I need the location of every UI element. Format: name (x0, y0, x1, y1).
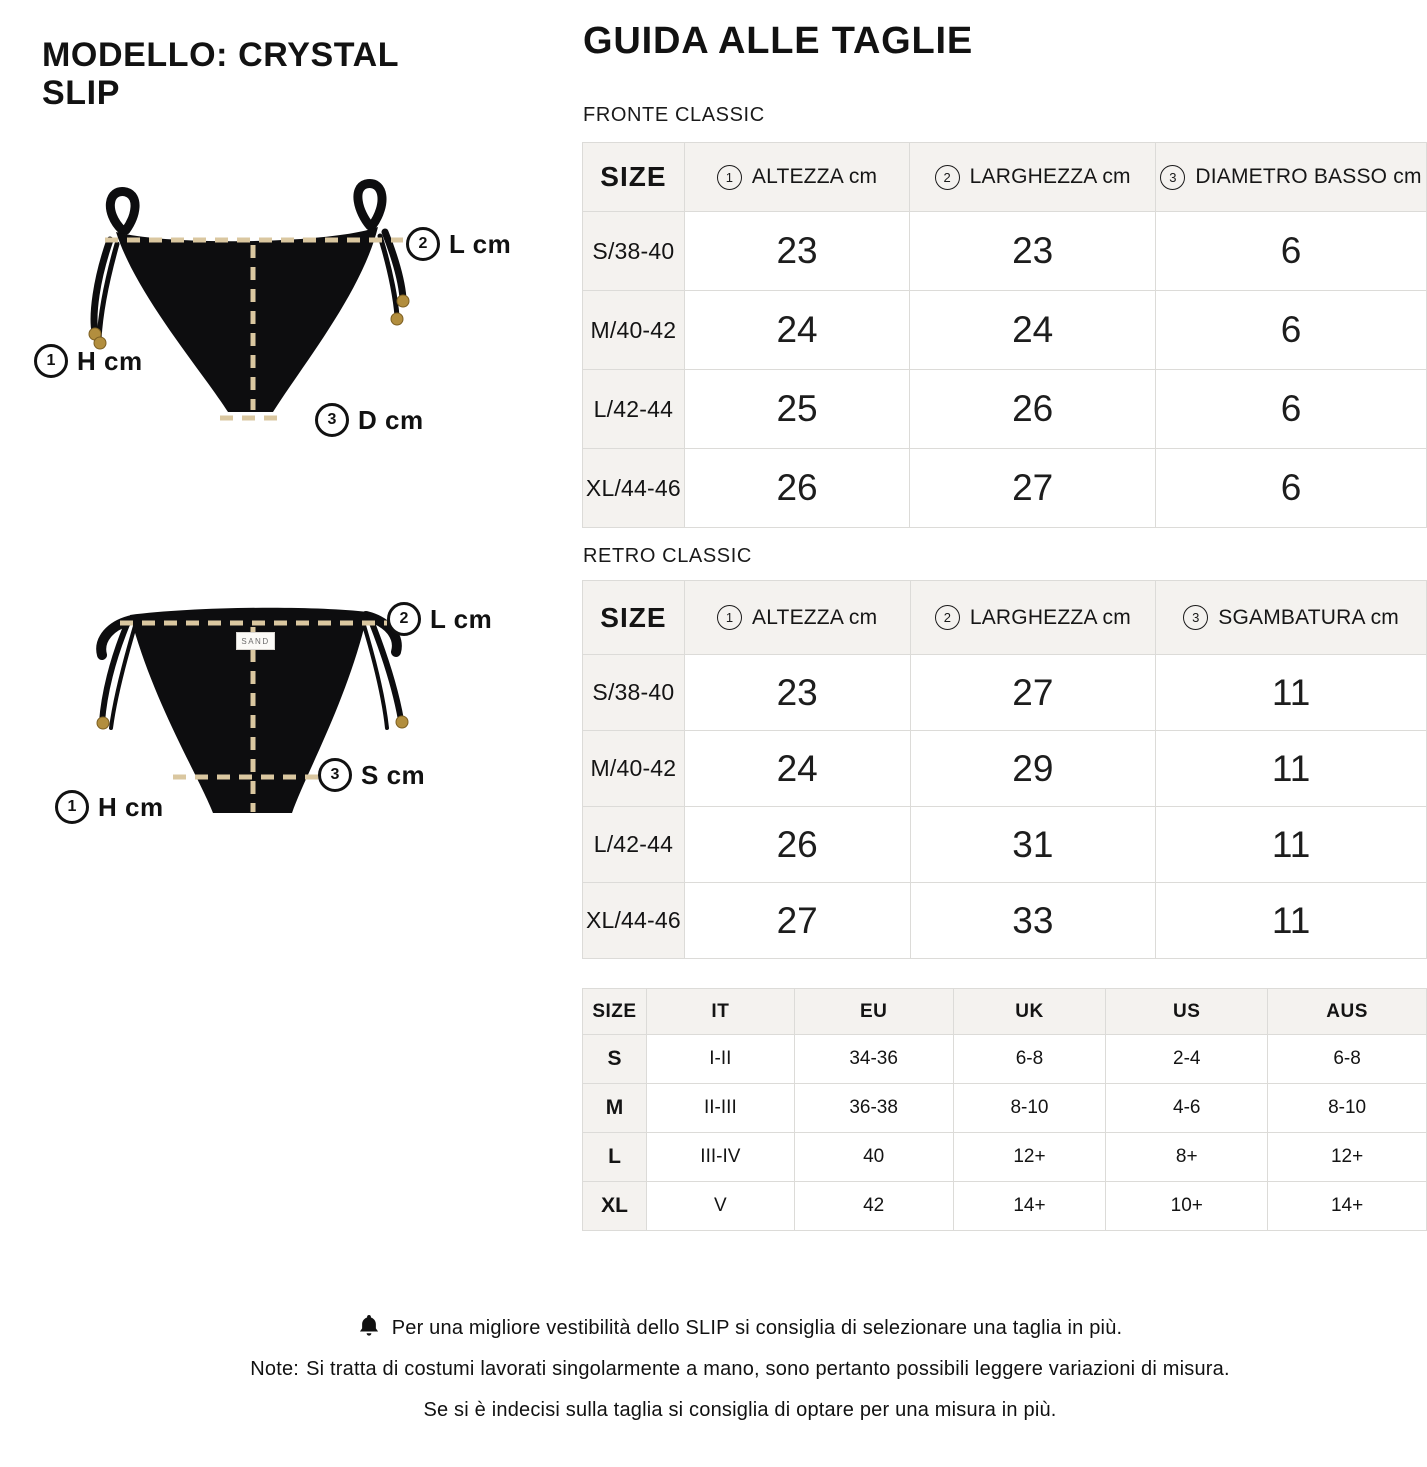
row-size-label: XL/44-46 (583, 449, 685, 528)
circled-number-icon: 1 (717, 605, 742, 630)
note-prefix: Note: (250, 1358, 300, 1380)
value-cell: 34-36 (794, 1035, 953, 1084)
table-row (583, 370, 1427, 449)
column-header-altezza: 1 ALTEZZA cm (684, 143, 910, 212)
value-cell: 11 (1156, 731, 1427, 807)
value-cell: 26 (910, 370, 1156, 449)
table-row (583, 655, 1427, 731)
value-cell: I-II (646, 1035, 794, 1084)
column-header-size: SIZE (583, 989, 647, 1035)
brand-tag: SAND (236, 632, 275, 650)
note-line-handmade (53, 1356, 1427, 1382)
row-size-label: S (583, 1035, 647, 1084)
value-cell: 33 (910, 883, 1156, 959)
circled-number-icon: 3 (1160, 165, 1185, 190)
value-cell: 29 (910, 731, 1156, 807)
measure-number-circle: 2 (387, 602, 421, 636)
table-size-conversion (582, 988, 1427, 1231)
back-measure-2-chip (387, 602, 492, 636)
section-label-fronte: FRONTE CLASSIC (583, 104, 765, 126)
row-size-label: L/42-44 (583, 807, 685, 883)
value-cell: 12+ (1268, 1133, 1427, 1182)
model-title-line2: SLIP (42, 74, 120, 113)
table-header-row (583, 143, 1427, 212)
guide-title: GUIDA ALLE TAGLIE (583, 20, 974, 62)
column-header-aus: AUS (1268, 989, 1427, 1035)
front-measure-3-chip (315, 403, 424, 437)
front-right-tie-loop (358, 184, 382, 226)
column-header-us: US (1106, 989, 1268, 1035)
value-cell: 14+ (1268, 1182, 1427, 1231)
table-row (583, 1084, 1427, 1133)
front-measure-1-chip (34, 344, 143, 378)
table-retro-classic (582, 580, 1427, 959)
row-size-label: L/42-44 (583, 370, 685, 449)
table-row (583, 449, 1427, 528)
measure-number-circle: 2 (406, 227, 440, 261)
bead-icon (391, 313, 403, 325)
bead-icon (97, 717, 109, 729)
value-cell: 27 (910, 449, 1156, 528)
row-size-label: L (583, 1133, 647, 1182)
value-cell: 6 (1156, 449, 1427, 528)
value-cell: 12+ (953, 1133, 1106, 1182)
value-cell: 6 (1156, 370, 1427, 449)
table-row (583, 291, 1427, 370)
column-header-sgambatura: 3 SGAMBATURA cm (1156, 581, 1427, 655)
measure-number-circle: 1 (34, 344, 68, 378)
row-size-label: XL (583, 1182, 647, 1231)
row-size-label: M (583, 1084, 647, 1133)
table-row (583, 883, 1427, 959)
table-row (583, 807, 1427, 883)
value-cell: 26 (684, 449, 910, 528)
column-header-uk: UK (953, 989, 1106, 1035)
table-header-row (583, 989, 1427, 1035)
value-cell: 8-10 (953, 1084, 1106, 1133)
value-cell: 4-6 (1106, 1084, 1268, 1133)
back-measure-1-chip (55, 790, 164, 824)
value-cell: 8-10 (1268, 1084, 1427, 1133)
value-cell: 24 (910, 291, 1156, 370)
table-row (583, 731, 1427, 807)
column-header-larghezza: 2 LARGHEZZA cm (910, 581, 1156, 655)
value-cell: 11 (1156, 655, 1427, 731)
value-cell: 6-8 (1268, 1035, 1427, 1084)
circled-number-icon: 2 (935, 605, 960, 630)
circled-number-icon: 3 (1183, 605, 1208, 630)
value-cell: 31 (910, 807, 1156, 883)
row-size-label: S/38-40 (583, 655, 685, 731)
note-line-fit (53, 1314, 1427, 1341)
table-row (583, 1133, 1427, 1182)
model-title (42, 36, 399, 112)
bell-icon (358, 1314, 380, 1339)
row-size-label: M/40-42 (583, 731, 685, 807)
row-size-label: S/38-40 (583, 212, 685, 291)
value-cell: 14+ (953, 1182, 1106, 1231)
table-row (583, 1035, 1427, 1084)
value-cell: 36-38 (794, 1084, 953, 1133)
value-cell: 42 (794, 1182, 953, 1231)
value-cell: 26 (684, 807, 910, 883)
value-cell: 11 (1156, 807, 1427, 883)
column-header-diametro: 3 DIAMETRO BASSO cm (1156, 143, 1427, 212)
value-cell: 27 (910, 655, 1156, 731)
value-cell: 27 (684, 883, 910, 959)
circled-number-icon: 2 (935, 165, 960, 190)
value-cell: 23 (910, 212, 1156, 291)
column-header-altezza: 1 ALTEZZA cm (684, 581, 910, 655)
note-text: Si tratta di costumi lavorati singolarmente a mano, sono pertanto possibili leggere variazioni di misura. (306, 1358, 1230, 1380)
value-cell: 10+ (1106, 1182, 1268, 1231)
bead-icon (396, 716, 408, 728)
value-cell: III-IV (646, 1133, 794, 1182)
measure-label: S cm (361, 759, 426, 790)
row-size-label: M/40-42 (583, 291, 685, 370)
measure-label: D cm (358, 404, 424, 435)
back-measure-3-chip (318, 758, 425, 792)
measure-label: H cm (77, 345, 143, 376)
front-measure-2-chip (406, 227, 511, 261)
value-cell: 23 (684, 655, 910, 731)
value-cell: 8+ (1106, 1133, 1268, 1182)
value-cell: 6-8 (953, 1035, 1106, 1084)
front-bikini-illustration (40, 170, 510, 470)
column-header-larghezza: 2 LARGHEZZA cm (910, 143, 1156, 212)
model-title-line1: MODELLO: CRYSTAL (42, 36, 400, 74)
value-cell: 25 (684, 370, 910, 449)
measure-label: L cm (449, 228, 512, 259)
row-size-label: XL/44-46 (583, 883, 685, 959)
measure-label: L cm (430, 603, 493, 634)
table-row (583, 212, 1427, 291)
value-cell: 24 (684, 291, 910, 370)
value-cell: 6 (1156, 212, 1427, 291)
note-text: Per una migliore vestibilità dello SLIP si consiglia di selezionare una taglia in più. (391, 1317, 1123, 1339)
note-line-undecided: Se si è indecisi sulla taglia si consiglia di optare per una misura in più. (423, 1399, 1057, 1421)
table-fronte-classic (582, 142, 1427, 528)
measure-number-circle: 3 (315, 403, 349, 437)
value-cell: 24 (684, 731, 910, 807)
circled-number-icon: 1 (717, 165, 742, 190)
section-label-retro: RETRO CLASSIC (583, 545, 752, 567)
measure-number-circle: 1 (55, 790, 89, 824)
value-cell: V (646, 1182, 794, 1231)
front-garment-shape (116, 227, 378, 412)
column-header-size: SIZE (583, 581, 685, 655)
front-left-tie-loop (110, 192, 135, 230)
value-cell: 6 (1156, 291, 1427, 370)
table-header-row (583, 581, 1427, 655)
value-cell: 23 (684, 212, 910, 291)
value-cell: 40 (794, 1133, 953, 1182)
bead-icon (397, 295, 409, 307)
column-header-eu: EU (794, 989, 953, 1035)
value-cell: II-III (646, 1084, 794, 1133)
notes-block (53, 1314, 1427, 1438)
table-row (583, 1182, 1427, 1231)
measure-number-circle: 3 (318, 758, 352, 792)
measure-label: H cm (98, 791, 164, 822)
column-header-size: SIZE (583, 143, 685, 212)
value-cell: 2-4 (1106, 1035, 1268, 1084)
value-cell: 11 (1156, 883, 1427, 959)
column-header-it: IT (646, 989, 794, 1035)
